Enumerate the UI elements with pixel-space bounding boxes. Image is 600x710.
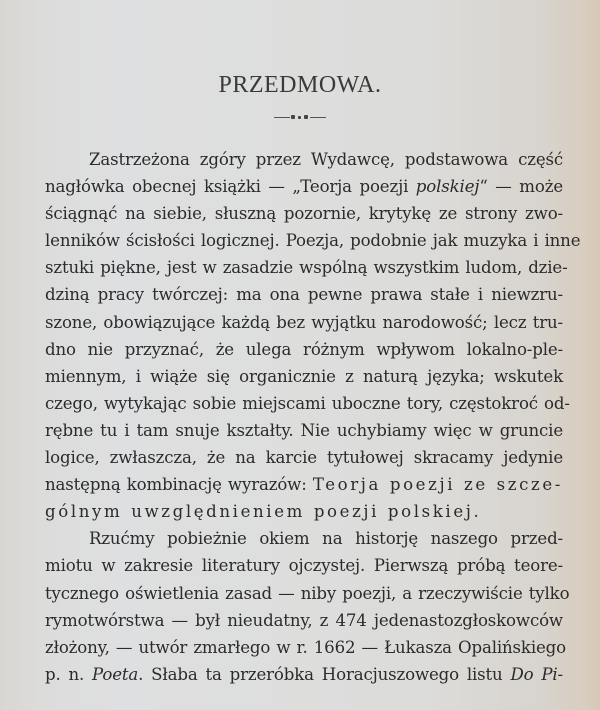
ornament-line-right bbox=[310, 117, 326, 118]
paragraph-2 bbox=[45, 525, 570, 688]
text-line: czego, wytykając sobie miejscami uboczne tory, częstokroć od- bbox=[45, 393, 570, 413]
text-line: dziną pracy twórczej: ma ona pewne prawa stałe i niewzru- bbox=[45, 285, 563, 305]
spaced-fragment: Teorja poezji ze szcze- bbox=[312, 475, 563, 495]
ornament-dot bbox=[291, 115, 295, 119]
text-fragment: “ — może bbox=[479, 177, 563, 197]
text-line: tycznego oświetlenia zasad — niby poezji, a rzeczywiście tylko bbox=[45, 583, 570, 603]
text-line: ściągnąć na siebie, słuszną pozornie, krytykę ze strony zwo- bbox=[45, 204, 563, 224]
text-line bbox=[45, 661, 563, 688]
ornament-dot bbox=[304, 115, 308, 119]
page-title: PRZEDMOWA. bbox=[218, 72, 382, 98]
text-fragment: p. n. bbox=[45, 664, 93, 684]
text-line: lenników ścisłości logicznej. Poezja, podobnie jak muzyka i inne bbox=[45, 231, 581, 251]
ornament-line-left bbox=[274, 117, 290, 118]
text-line bbox=[45, 173, 563, 200]
text-fragment: nagłówka obecnej książki — „Teorja poezji bbox=[45, 177, 416, 197]
italic-fragment: Poeta bbox=[92, 664, 139, 684]
ornament-dot bbox=[298, 116, 301, 119]
italic-fragment: polskiej bbox=[415, 177, 480, 197]
text-line: rębne tu i tam snuje kształty. Nie uchybiamy więc w gruncie bbox=[45, 420, 563, 440]
paragraph-1 bbox=[45, 146, 581, 525]
text-line: szone, obowiązujące każdą bez wyjątku narodowość; lecz tru- bbox=[45, 312, 563, 332]
text-line: logice, zwłaszcza, że na karcie tytułowej skracamy jedynie bbox=[45, 448, 563, 468]
text-line: rymotwórstwa — był nieudatny, z 474 jedenastozgłoskowców bbox=[45, 610, 563, 630]
text-line: dno nie przyznać, że ulega różnym wpływom lokalno-ple- bbox=[45, 339, 563, 359]
text-line: Rzućmy pobieżnie okiem na historję naszego przed- bbox=[89, 529, 563, 549]
text-line: złożony, — utwór zmarłego w r. 1662 — Łukasza Opalińskiego bbox=[45, 637, 566, 657]
body-text bbox=[45, 146, 581, 688]
text-line: Zastrzeżona zgóry przez Wydawcę, podstawowa część bbox=[89, 150, 563, 169]
text-fragment: następną kombinację wyrazów: bbox=[45, 475, 313, 495]
text-line: miotu w zakresie literatury ojczystej. Pierwszą próbą teore- bbox=[45, 556, 563, 576]
ornament-divider-icon bbox=[274, 115, 326, 121]
text-line: sztuki piękne, jest w zasadzie wspólną wszystkim ludom, dzie- bbox=[45, 258, 568, 278]
text-fragment: . Słaba ta przeróbka Horacjuszowego listu bbox=[138, 664, 511, 684]
text-line: gólnym uwzględnieniem poezji polskiej. bbox=[45, 502, 482, 522]
italic-fragment: Do Pi- bbox=[510, 664, 564, 684]
text-line bbox=[45, 471, 563, 498]
text-line: miennym, i wiąże się organicznie z naturą języka; wskutek bbox=[45, 366, 563, 386]
